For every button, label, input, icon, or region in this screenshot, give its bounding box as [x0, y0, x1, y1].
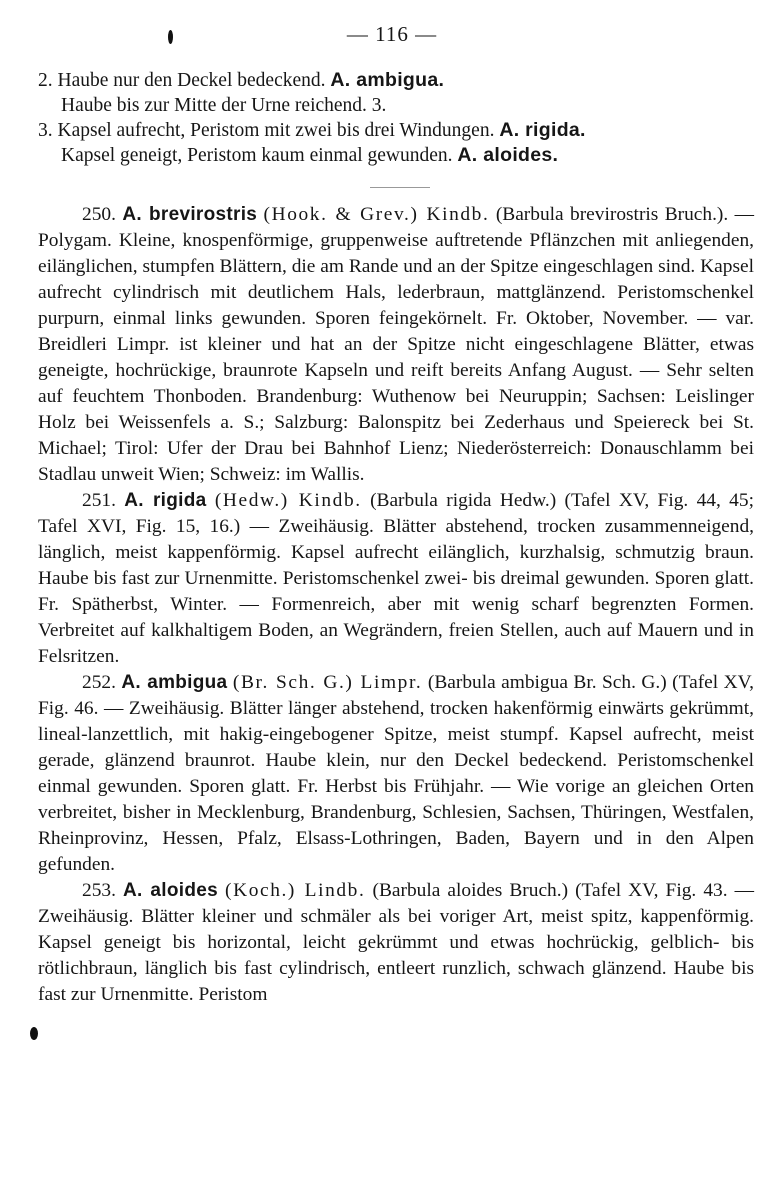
key-text: 3. Kapsel aufrecht, Peristom mit zwei bis drei Windungen. [38, 120, 500, 141]
key-species: A. aloides. [457, 144, 559, 166]
species-name: A. ambigua [121, 672, 228, 693]
species-authority: (Hook. & Grev.) Kindb. [263, 204, 490, 225]
key-species: A. ambigua. [330, 69, 445, 91]
entry-number: 253. [82, 880, 116, 901]
species-name: A. aloides [123, 880, 218, 901]
species-authority: (Br. Sch. G.) Limpr. [232, 672, 423, 693]
species-authority: (Hedw.) Kindb. [214, 490, 362, 511]
key-text: Haube bis zur Mitte der Urne reichend. 3. [61, 95, 387, 116]
entry-number: 250. [82, 204, 116, 225]
entry-number: 252. [82, 672, 116, 693]
key-line [38, 68, 758, 93]
species-entry-252 [38, 670, 754, 878]
species-descriptions [38, 202, 754, 1008]
ink-blot-bottom [30, 1027, 38, 1040]
identification-key [38, 68, 758, 168]
species-entry-251 [38, 488, 754, 670]
species-name: A. rigida [124, 490, 207, 511]
species-name: A. brevirostris [122, 204, 258, 225]
key-line [38, 118, 758, 143]
key-text: 2. Haube nur den Deckel bedeckend. [38, 70, 331, 91]
entry-text: (Barbula rigida Hedw.) (Tafel XV, Fig. 44, 45; Tafel XVI, Fig. 15, 16.) — Zweihäusig. Blätter abstehend, trocken zusammenneigend, länglich, meist kappenförmig. Kapsel aufrecht eilänglich, kurzhalsig, schmutzig braun. Haube bis fast zur Urnenmitte. Peristomschenkel zwei- bis dreimal gewunden. Sporen glatt. Fr. Spätherbst, Winter. — Formenreich, aber mit wenig scharf begrenzten Formen. Verbreitet auf kalkhaltigem Boden, an Wegrändern, freien Stellen, auch auf Mauern und in Felsritzen. [38, 490, 754, 667]
species-entry-250 [38, 202, 754, 488]
key-text: Kapsel geneigt, Peristom kaum einmal gewunden. [61, 145, 458, 166]
key-species: A. rigida. [499, 119, 586, 141]
species-entry-253 [38, 878, 754, 1008]
key-line [38, 93, 758, 118]
key-line [38, 143, 758, 168]
entry-text: (Barbula aloides Bruch.) (Tafel XV, Fig. 43. — Zweihäusig. Blätter kleiner und schmäler als bei voriger Art, meist spitz, kappenförmig. Kapsel geneigt bis horizontal, leicht gekrümmt und etwas hochrückig, gelblich- bis rötlichbraun, länglich bis fast cylindrisch, entleert runzlich, schwach glänzend. Haube bis fast zur Urnenmitte. Peristom [38, 880, 755, 1005]
page-number: — 116 — [346, 22, 438, 46]
species-authority: (Koch.) Lindb. [225, 880, 366, 901]
section-divider [370, 187, 430, 188]
entry-number: 251. [82, 490, 116, 511]
entry-text: (Barbula brevirostris Bruch.). — Polygam. Kleine, knospenförmige, gruppenweise auftretende Pflänzchen mit anliegenden, eilänglichen, stumpfen Blättern, die am Rande und an der Spitze eingeschlagen sind. Kapsel aufrecht cylindrisch mit deutlichem Hals, lederbraun, mattglänzend. Peristomschenkel purpurn, einmal links gewunden. Sporen feingekörnelt. Fr. Oktober, November. — var. Breidleri Limpr. ist kleiner und hat an der Spitze nicht eingeschlagene Blätter, etwas geneigte, hochrückige, braunrote Kapseln und reift bereits Anfang August. — Sehr selten auf feuchtem Thonboden. Brandenburg: Wuthenow bei Neuruppin; Sachsen: Leislinger Holz bei Weissenfels a. S.; Salzburg: Balonspitz bei Zederhaus und Speiereck bei St. Michael; Tirol: Ufer der Drau bei Bahnhof Lienz; Niederösterreich: Donauschlamm bei Stadlau unweit Wien; Schweiz: im Wallis. [38, 204, 754, 485]
entry-text: (Barbula ambigua Br. Sch. G.) (Tafel XV, Fig. 46. — Zweihäusig. Blätter länger abstehend, trocken hakenförmig einwärts gekrümmt, lineal-lanzettlich, mit hakig-eingebogener Spitze, meist stumpf. Kapsel aufrecht, meist gerade, glänzend braunrot. Haube klein, nur den Deckel bedeckend. Peristomschenkel einmal gewunden. Sporen glatt. Fr. Herbst bis Frühjahr. — Wie vorige an gleichen Orten verbreitet, bisher in Mecklenburg, Brandenburg, Schlesien, Sachsen, Thüringen, Westfalen, Rheinprovinz, Hessen, Pfalz, Elsass-Lothringen, Baden, Bayern und in den Alpen gefunden. [38, 672, 754, 875]
